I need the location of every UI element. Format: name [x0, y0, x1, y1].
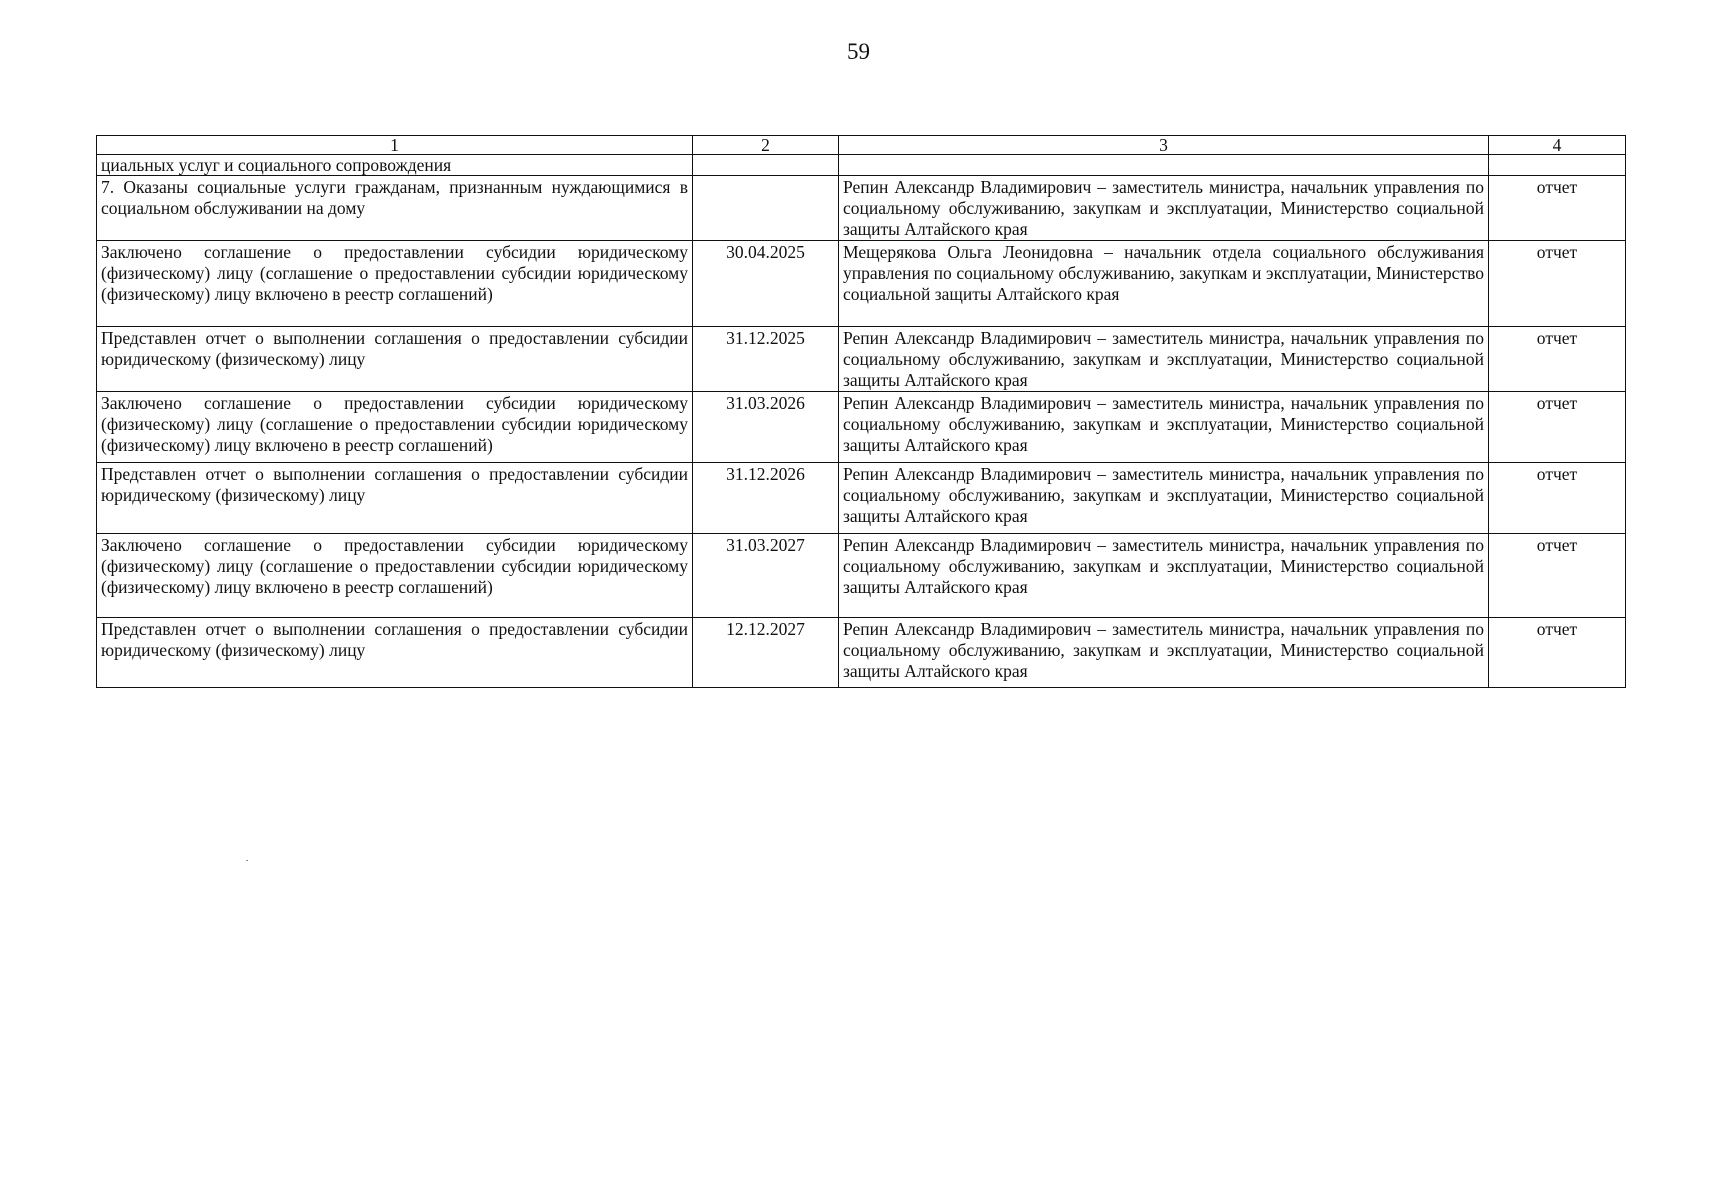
event-cell: циальных услуг и социального сопровождения [97, 155, 693, 176]
column-header: 4 [1489, 136, 1626, 155]
event-cell: 7. Оказаны социальные услуги гражданам, признанным нуждающимися в социальном обслуживании на дому [97, 176, 693, 241]
column-header: 1 [97, 136, 693, 155]
responsible-cell: Репин Александр Владимирович – заместитель министра, начальник управления по социальному обслуживанию, закупкам и эксплуатации, Министерство социальной защиты Алтайского края [839, 618, 1489, 688]
responsible-cell: Репин Александр Владимирович – заместитель министра, начальник управления по социальному обслуживанию, закупкам и эксплуатации, Министерство социальной защиты Алтайского края [839, 392, 1489, 463]
table-row [97, 463, 1626, 534]
responsible-cell: Репин Александр Владимирович – заместитель министра, начальник управления по социальному обслуживанию, закупкам и эксплуатации, Министерство социальной защиты Алтайского края [839, 463, 1489, 534]
responsible-cell: Репин Александр Владимирович – заместитель министра, начальник управления по социальному обслуживанию, закупкам и эксплуатации, Министерство социальной защиты Алтайского края [839, 176, 1489, 241]
date-cell: 31.12.2025 [693, 327, 839, 392]
event-cell: Заключено соглашение о предоставлении субсидии юридическому (физическому) лицу (соглашение о предоставлении субсидии юридическому (физическому) лицу включено в реестр соглашений) [97, 534, 693, 618]
event-cell: Представлен отчет о выполнении соглашения о предоставлении субсидии юридическому (физическому) лицу [97, 463, 693, 534]
event-cell: Представлен отчет о выполнении соглашения о предоставлении субсидии юридическому (физическому) лицу [97, 327, 693, 392]
table-header-row [97, 136, 1626, 155]
document-cell [1489, 155, 1626, 176]
date-cell: 31.03.2027 [693, 534, 839, 618]
date-cell [693, 176, 839, 241]
table-row [97, 618, 1626, 688]
table-row [97, 176, 1626, 241]
document-cell: отчет [1489, 241, 1626, 327]
scan-speck [246, 860, 248, 861]
responsible-cell [839, 155, 1489, 176]
document-cell: отчет [1489, 327, 1626, 392]
table-row [97, 241, 1626, 327]
date-cell: 31.12.2026 [693, 463, 839, 534]
table-row [97, 155, 1626, 176]
column-header: 3 [839, 136, 1489, 155]
document-cell: отчет [1489, 392, 1626, 463]
document-cell: отчет [1489, 176, 1626, 241]
date-cell [693, 155, 839, 176]
table-row [97, 392, 1626, 463]
date-cell: 12.12.2027 [693, 618, 839, 688]
table-row [97, 327, 1626, 392]
plan-table [96, 135, 1626, 688]
event-cell: Заключено соглашение о предоставлении субсидии юридическому (физическому) лицу (соглашение о предоставлении субсидии юридическому (физическому) лицу включено в реестр соглашений) [97, 392, 693, 463]
event-cell: Заключено соглашение о предоставлении субсидии юридическому (физическому) лицу (соглашение о предоставлении субсидии юридическому (физическому) лицу включено в реестр соглашений) [97, 241, 693, 327]
event-cell: Представлен отчет о выполнении соглашения о предоставлении субсидии юридическому (физическому) лицу [97, 618, 693, 688]
column-header: 2 [693, 136, 839, 155]
document-cell: отчет [1489, 618, 1626, 688]
responsible-cell: Репин Александр Владимирович – заместитель министра, начальник управления по социальному обслуживанию, закупкам и эксплуатации, Министерство социальной защиты Алтайского края [839, 327, 1489, 392]
responsible-cell: Репин Александр Владимирович – заместитель министра, начальник управления по социальному обслуживанию, закупкам и эксплуатации, Министерство социальной защиты Алтайского края [839, 534, 1489, 618]
date-cell: 30.04.2025 [693, 241, 839, 327]
responsible-cell: Мещерякова Ольга Леонидовна – начальник отдела социального обслуживания управления по социальному обслуживанию, закупкам и эксплуатации, Министерство социальной защиты Алтайского края [839, 241, 1489, 327]
document-cell: отчет [1489, 534, 1626, 618]
table-row [97, 534, 1626, 618]
document-cell: отчет [1489, 463, 1626, 534]
page-number: 59 [847, 39, 870, 64]
date-cell: 31.03.2026 [693, 392, 839, 463]
